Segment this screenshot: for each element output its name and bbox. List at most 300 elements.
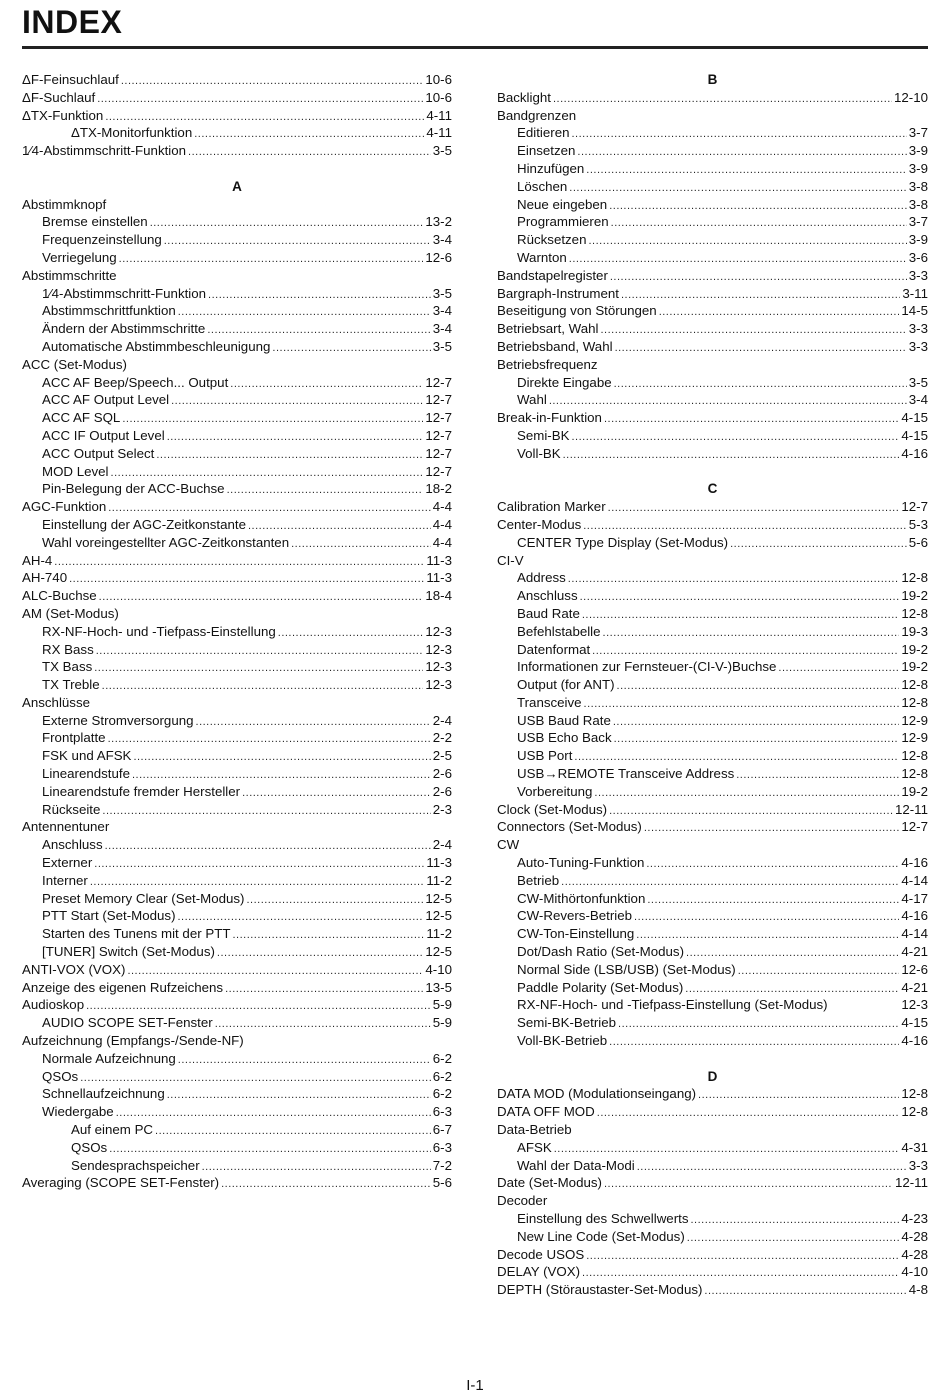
leader-dots: [94, 856, 424, 874]
leader-dots: [609, 198, 907, 216]
entry-label: Antennentuner: [22, 819, 110, 835]
index-entry: [497, 445, 928, 463]
entry-page: 4-16: [901, 445, 928, 461]
index-entry: [497, 854, 928, 872]
entry-page: 2-4: [432, 837, 452, 853]
leader-dots: [569, 251, 907, 269]
entry-label: ACC (Set-Modus): [22, 356, 127, 372]
entry-page: 4-11: [426, 107, 452, 123]
entry-label: Averaging (SCOPE SET-Fenster): [22, 1175, 220, 1191]
entry-page: 19-2: [901, 783, 928, 799]
entry-label: FSK und AFSK: [42, 748, 132, 764]
entry-label: TX Bass: [42, 659, 93, 675]
entry-label: ACC Output Select: [42, 445, 155, 461]
index-entry: [22, 124, 452, 142]
entry-label: Date (Set-Modus): [497, 1175, 602, 1191]
entry-page: 12-5: [425, 908, 452, 924]
index-entry: [497, 89, 928, 107]
index-entry: [497, 712, 928, 730]
index-entry: [497, 267, 928, 285]
entry-page: 12-3: [425, 677, 452, 693]
leader-dots: [246, 892, 423, 910]
entry-label: Neue eingeben: [517, 196, 608, 212]
entry-page: 2-3: [432, 801, 452, 817]
leader-dots: [116, 1105, 431, 1123]
index-entry: [22, 480, 452, 498]
section-letter: C: [707, 481, 718, 497]
entry-label: Audioskop: [22, 997, 85, 1013]
index-entry: [497, 142, 928, 160]
entry-page: 11-2: [426, 926, 452, 942]
leader-dots: [571, 126, 906, 144]
entry-label: Warnton: [517, 249, 567, 265]
index-entry: [22, 302, 452, 320]
entry-label: Wiedergabe: [42, 1104, 114, 1120]
index-entry: [497, 391, 928, 409]
entry-page: 4-8: [908, 1282, 928, 1298]
entry-page: 3-8: [908, 196, 928, 212]
leader-dots: [119, 251, 424, 269]
entry-page: 6-2: [432, 1068, 452, 1084]
leader-dots: [549, 393, 907, 411]
index-entry: [22, 729, 452, 747]
entry-label: RX Bass: [42, 641, 94, 657]
leader-dots: [577, 144, 906, 162]
leader-dots: [604, 411, 899, 429]
index-entry: [22, 391, 452, 409]
entry-label: ACC IF Output Level: [42, 427, 165, 443]
entry-label: Betrieb: [517, 872, 560, 888]
entry-label: Vorbereitung: [517, 783, 593, 799]
entry-page: 12-7: [425, 445, 452, 461]
entry-label: AM (Set-Modus): [22, 605, 119, 621]
entry-label: ΔTX-Monitorfunktion: [71, 125, 193, 141]
leader-dots: [582, 607, 900, 625]
index-entry: [22, 356, 452, 374]
index-entry: [22, 71, 452, 89]
leader-dots: [150, 215, 424, 233]
entry-page: 3-5: [908, 374, 928, 390]
entry-label: CW-Mithörtonfunktion: [517, 890, 646, 906]
entry-label: Calibration Marker: [497, 499, 606, 515]
entry-label: Pin-Belegung der ACC-Buchse: [42, 481, 225, 497]
leader-dots: [563, 447, 900, 465]
index-entry: [22, 979, 452, 997]
entry-label: Auf einem PC: [71, 1122, 154, 1138]
entry-label: PTT Start (Set-Modus): [42, 908, 176, 924]
index-entry: [497, 587, 928, 605]
entry-page: 2-4: [432, 712, 452, 728]
entry-page: 5-3: [908, 516, 928, 532]
index-entry: [497, 249, 928, 267]
section-letter: A: [232, 178, 242, 194]
index-entry: [22, 409, 452, 427]
index-entry: [497, 694, 928, 712]
index-entry: [22, 1085, 452, 1103]
leader-dots: [690, 1212, 899, 1230]
leader-dots: [580, 589, 900, 607]
leader-dots: [156, 447, 423, 465]
entry-label: Externer: [42, 855, 93, 871]
index-entry: [22, 1139, 452, 1157]
index-entry: [22, 1014, 452, 1032]
entry-label: Semi-BK-Betrieb: [517, 1015, 617, 1031]
entry-label: Abstimmschrittfunktion: [42, 303, 176, 319]
entry-page: 18-2: [425, 481, 452, 497]
entry-page: 12-9: [901, 712, 928, 728]
leader-dots: [105, 838, 431, 856]
index-entry: [22, 783, 452, 801]
entry-label: Abstimmschritte: [22, 267, 117, 283]
entry-label: Verriegelung: [42, 249, 117, 265]
index-entry: [497, 498, 928, 516]
entry-page: 12-6: [425, 249, 452, 265]
entry-page: 13-2: [425, 214, 452, 230]
index-entry: [497, 1014, 928, 1032]
leader-dots: [594, 785, 899, 803]
entry-label: Wahl der Data-Modi: [517, 1157, 635, 1173]
entry-label: Connectors (Set-Modus): [497, 819, 642, 835]
entry-label: AH-740: [22, 570, 68, 586]
index-entry: [22, 890, 452, 908]
entry-label: Editieren: [517, 125, 570, 141]
index-entry: [22, 338, 452, 356]
entry-page: 19-2: [901, 659, 928, 675]
entry-page: 4-28: [901, 1228, 928, 1244]
leader-dots: [215, 1016, 431, 1034]
entry-label: USB Port: [517, 748, 573, 764]
entry-label: Transceive: [517, 694, 582, 710]
leader-dots: [601, 322, 907, 340]
leader-dots: [568, 571, 900, 589]
entry-label: ANTI-VOX (VOX): [22, 961, 126, 977]
entry-label: Anschlüsse: [22, 694, 90, 710]
index-entry: [497, 1281, 928, 1299]
entry-page: 4-16: [901, 1033, 928, 1049]
entry-label: Wahl: [517, 392, 547, 408]
index-entry: [22, 285, 452, 303]
entry-page: 12-8: [901, 1104, 928, 1120]
index-entry: [22, 907, 452, 925]
leader-dots: [202, 1159, 431, 1177]
entry-label: Frontplatte: [42, 730, 106, 746]
index-entry: [22, 516, 452, 534]
leader-dots: [108, 731, 431, 749]
leader-dots: [584, 696, 900, 714]
entry-page: 4-15: [901, 1015, 928, 1031]
entry-page: 3-5: [432, 285, 452, 301]
leader-dots: [613, 714, 900, 732]
entry-page: 13-5: [425, 979, 452, 995]
entry-page: 3-9: [908, 232, 928, 248]
entry-page: 4-10: [425, 961, 452, 977]
entry-label: ΔF-Feinsuchlauf: [22, 72, 119, 87]
entry-label: Anschluss: [42, 837, 103, 853]
leader-dots: [704, 1283, 906, 1301]
entry-page: 3-4: [432, 232, 452, 248]
index-entry: [497, 979, 928, 997]
index-entry: [497, 213, 928, 231]
entry-page: 4-11: [426, 125, 452, 141]
section-letter: B: [707, 72, 718, 87]
entry-page: 3-4: [432, 321, 452, 337]
entry-label: TX Treble: [42, 677, 100, 693]
index-entry: [22, 605, 452, 623]
leader-dots: [647, 892, 899, 910]
entry-page: 5-9: [432, 997, 452, 1013]
leader-dots: [291, 536, 431, 554]
entry-page: 12-8: [901, 677, 928, 693]
entry-page: 11-3: [426, 855, 452, 871]
entry-label: AFSK: [517, 1139, 552, 1155]
leader-dots: [778, 660, 899, 678]
entry-label: RX-NF-Hoch- und -Tiefpass-Einstellung: [42, 623, 276, 639]
index-entry: [22, 427, 452, 445]
entry-label: Hinzufügen: [517, 160, 585, 176]
index-entry: [22, 658, 452, 676]
entry-label: Paddle Polarity (Set-Modus): [517, 979, 684, 995]
entry-label: Betriebsart, Wahl: [497, 321, 599, 337]
index-entry: [497, 320, 928, 338]
entry-label: Normale Aufzeichnung: [42, 1050, 176, 1066]
index-entry: [497, 890, 928, 908]
index-entry: [22, 374, 452, 392]
entry-label: 1⁄4-Abstimmschritt-Funktion: [42, 285, 207, 301]
entry-label: ALC-Buchse: [22, 588, 97, 604]
index-entry: [22, 836, 452, 854]
entry-label: Befehlstabelle: [517, 623, 601, 639]
entry-page: 4-16: [901, 908, 928, 924]
entry-label: Decode USOS: [497, 1246, 585, 1262]
index-entry: [497, 605, 928, 623]
leader-dots: [553, 91, 892, 109]
page-title: INDEX: [22, 4, 123, 40]
entry-page: 12-8: [901, 766, 928, 782]
entry-label: CI-V: [497, 552, 524, 568]
index-entry: [497, 231, 928, 249]
leader-dots: [230, 376, 423, 394]
entry-page: 4-28: [901, 1246, 928, 1262]
leader-dots: [122, 411, 423, 429]
leader-dots: [698, 1087, 899, 1105]
entry-label: ΔTX-Funktion: [22, 107, 104, 123]
page-number: I-1: [466, 1377, 484, 1394]
index-entry: [497, 374, 928, 392]
entry-page: 7-2: [432, 1157, 452, 1173]
entry-label: Automatische Abstimmbeschleunigung: [42, 338, 271, 354]
leader-dots: [221, 1176, 431, 1194]
entry-page: 14-5: [901, 303, 928, 319]
entry-page: 19-2: [901, 588, 928, 604]
entry-label: Auto-Tuning-Funktion: [517, 855, 645, 871]
index-entry: [497, 516, 928, 534]
entry-page: 12-5: [425, 944, 452, 960]
entry-label: QSOs: [42, 1068, 79, 1084]
leader-dots: [102, 803, 430, 821]
index-entry: [22, 249, 452, 267]
leader-dots: [603, 625, 900, 643]
entry-page: 3-7: [908, 125, 928, 141]
entry-label: Voll-BK-Betrieb: [517, 1033, 608, 1049]
leader-dots: [227, 482, 424, 500]
leader-dots: [194, 126, 424, 144]
index-entry: [22, 925, 452, 943]
entry-page: 4-15: [901, 410, 928, 426]
entry-label: [TUNER] Switch (Set-Modus): [42, 944, 215, 960]
entry-page: 3-5: [432, 143, 452, 159]
entry-page: 4-15: [901, 427, 928, 443]
entry-label: New Line Code (Set-Modus): [517, 1228, 685, 1244]
entry-page: 3-7: [908, 214, 928, 230]
index-entry: [22, 552, 452, 570]
index-entry: [497, 196, 928, 214]
index-entry: [497, 338, 928, 356]
entry-label: Semi-BK: [517, 427, 570, 443]
index-entry: [497, 409, 928, 427]
leader-dots: [167, 1087, 431, 1105]
entry-page: 18-4: [425, 588, 452, 604]
index-entry: [22, 213, 452, 231]
entry-page: 4-21: [901, 979, 928, 995]
entry-page: 4-4: [432, 516, 452, 532]
entry-label: CW: [497, 837, 520, 853]
entry-label: Decoder: [497, 1193, 548, 1209]
index-entry: [22, 712, 452, 730]
leader-dots: [646, 856, 899, 874]
index-entry: [497, 552, 928, 570]
index-entry: [497, 676, 928, 694]
entry-page: 12-10: [893, 89, 928, 105]
entry-page: 11-3: [426, 570, 452, 586]
index-entry: [22, 641, 452, 659]
entry-page: 12-3: [425, 641, 452, 657]
entry-page: 19-3: [901, 623, 928, 639]
entry-page: 6-3: [432, 1139, 452, 1155]
leader-dots: [196, 714, 431, 732]
entry-page: 3-3: [908, 1157, 928, 1173]
index-entry: [22, 1032, 452, 1050]
index-entry: [497, 996, 928, 1014]
leader-dots: [621, 287, 900, 305]
index-entry: [497, 1032, 928, 1050]
index-entry: [22, 676, 452, 694]
index-entry: [22, 231, 452, 249]
entry-page: 3-8: [908, 178, 928, 194]
entry-page: 3-6: [908, 249, 928, 265]
entry-label: ACC AF Beep/Speech... Output: [42, 374, 229, 390]
entry-label: Betriebsfrequenz: [497, 356, 598, 372]
leader-dots: [730, 536, 907, 554]
entry-label: MOD Level: [42, 463, 109, 479]
entry-page: 10-6: [425, 89, 452, 105]
leader-dots: [687, 1230, 900, 1248]
index-entry: [22, 463, 452, 481]
index-entry: [497, 1174, 928, 1192]
index-entry: [22, 196, 452, 214]
entry-page: 3-9: [908, 160, 928, 176]
leader-dots: [736, 767, 899, 785]
entry-page: 4-17: [901, 890, 928, 906]
entry-page: 12-3: [901, 997, 928, 1013]
entry-page: 12-6: [901, 961, 928, 977]
leader-dots: [659, 304, 900, 322]
leader-dots: [614, 376, 907, 394]
entry-label: Ändern der Abstimmschritte: [42, 321, 206, 337]
index-entry: [22, 801, 452, 819]
index-entry: [22, 694, 452, 712]
entry-page: 4-23: [901, 1211, 928, 1226]
leader-dots: [99, 589, 424, 607]
leader-dots: [242, 785, 431, 803]
entry-label: Clock (Set-Modus): [497, 801, 608, 817]
leader-dots: [208, 287, 431, 305]
entry-label: Linearendstufe fremder Hersteller: [42, 783, 241, 799]
section-letter: D: [707, 1068, 718, 1084]
entry-label: CW-Ton-Einstellung: [517, 926, 635, 942]
entry-page: 6-3: [432, 1104, 452, 1120]
entry-page: 4-10: [901, 1264, 928, 1280]
entry-label: Preset Memory Clear (Set-Modus): [42, 890, 245, 906]
index-entry: [497, 569, 928, 587]
leader-dots: [133, 749, 430, 767]
entry-page: 12-5: [425, 890, 452, 906]
entry-page: 2-2: [432, 730, 452, 746]
leader-dots: [634, 909, 899, 927]
entry-label: Starten des Tunens mit der PTT: [42, 926, 231, 942]
leader-dots: [54, 554, 424, 572]
entry-label: Rücksetzen: [517, 232, 587, 248]
entry-page: 5-6: [432, 1175, 452, 1191]
entry-page: 12-3: [425, 659, 452, 675]
entry-label: ACC AF SQL: [42, 410, 121, 426]
index-entry: [497, 285, 928, 303]
entry-page: 12-7: [425, 427, 452, 443]
leader-dots: [94, 660, 423, 678]
index-entry: [497, 872, 928, 890]
leader-dots: [618, 1016, 899, 1034]
index-entry: [497, 729, 928, 747]
entry-label: Data-Betrieb: [497, 1122, 572, 1138]
leader-dots: [610, 269, 907, 287]
entry-page: 11-2: [426, 872, 452, 888]
index-entry: [22, 1103, 452, 1121]
entry-page: 12-7: [425, 410, 452, 426]
index-entry: [497, 818, 928, 836]
entry-label: QSOs: [71, 1139, 108, 1155]
index-entry: [497, 641, 928, 659]
leader-dots: [96, 643, 424, 661]
entry-page: 3-4: [908, 392, 928, 408]
entry-page: 2-5: [432, 748, 452, 764]
index-entry: [22, 107, 452, 125]
index-entry: [497, 836, 928, 854]
index-entry: [497, 747, 928, 765]
index-entry: [22, 961, 452, 979]
index-entry: [22, 89, 452, 107]
index-entry: [497, 907, 928, 925]
entry-page: 3-9: [908, 143, 928, 159]
entry-page: 12-7: [901, 499, 928, 515]
index-entry: [22, 1121, 452, 1139]
leader-dots: [617, 678, 900, 696]
leader-dots: [597, 1105, 900, 1123]
entry-page: 12-7: [425, 374, 452, 390]
leader-dots: [637, 1159, 907, 1177]
leader-dots: [569, 180, 907, 198]
leader-dots: [604, 1176, 893, 1194]
entry-label: Einstellung des Schwellwerts: [517, 1211, 689, 1226]
entry-label: Bandgrenzen: [497, 107, 577, 123]
